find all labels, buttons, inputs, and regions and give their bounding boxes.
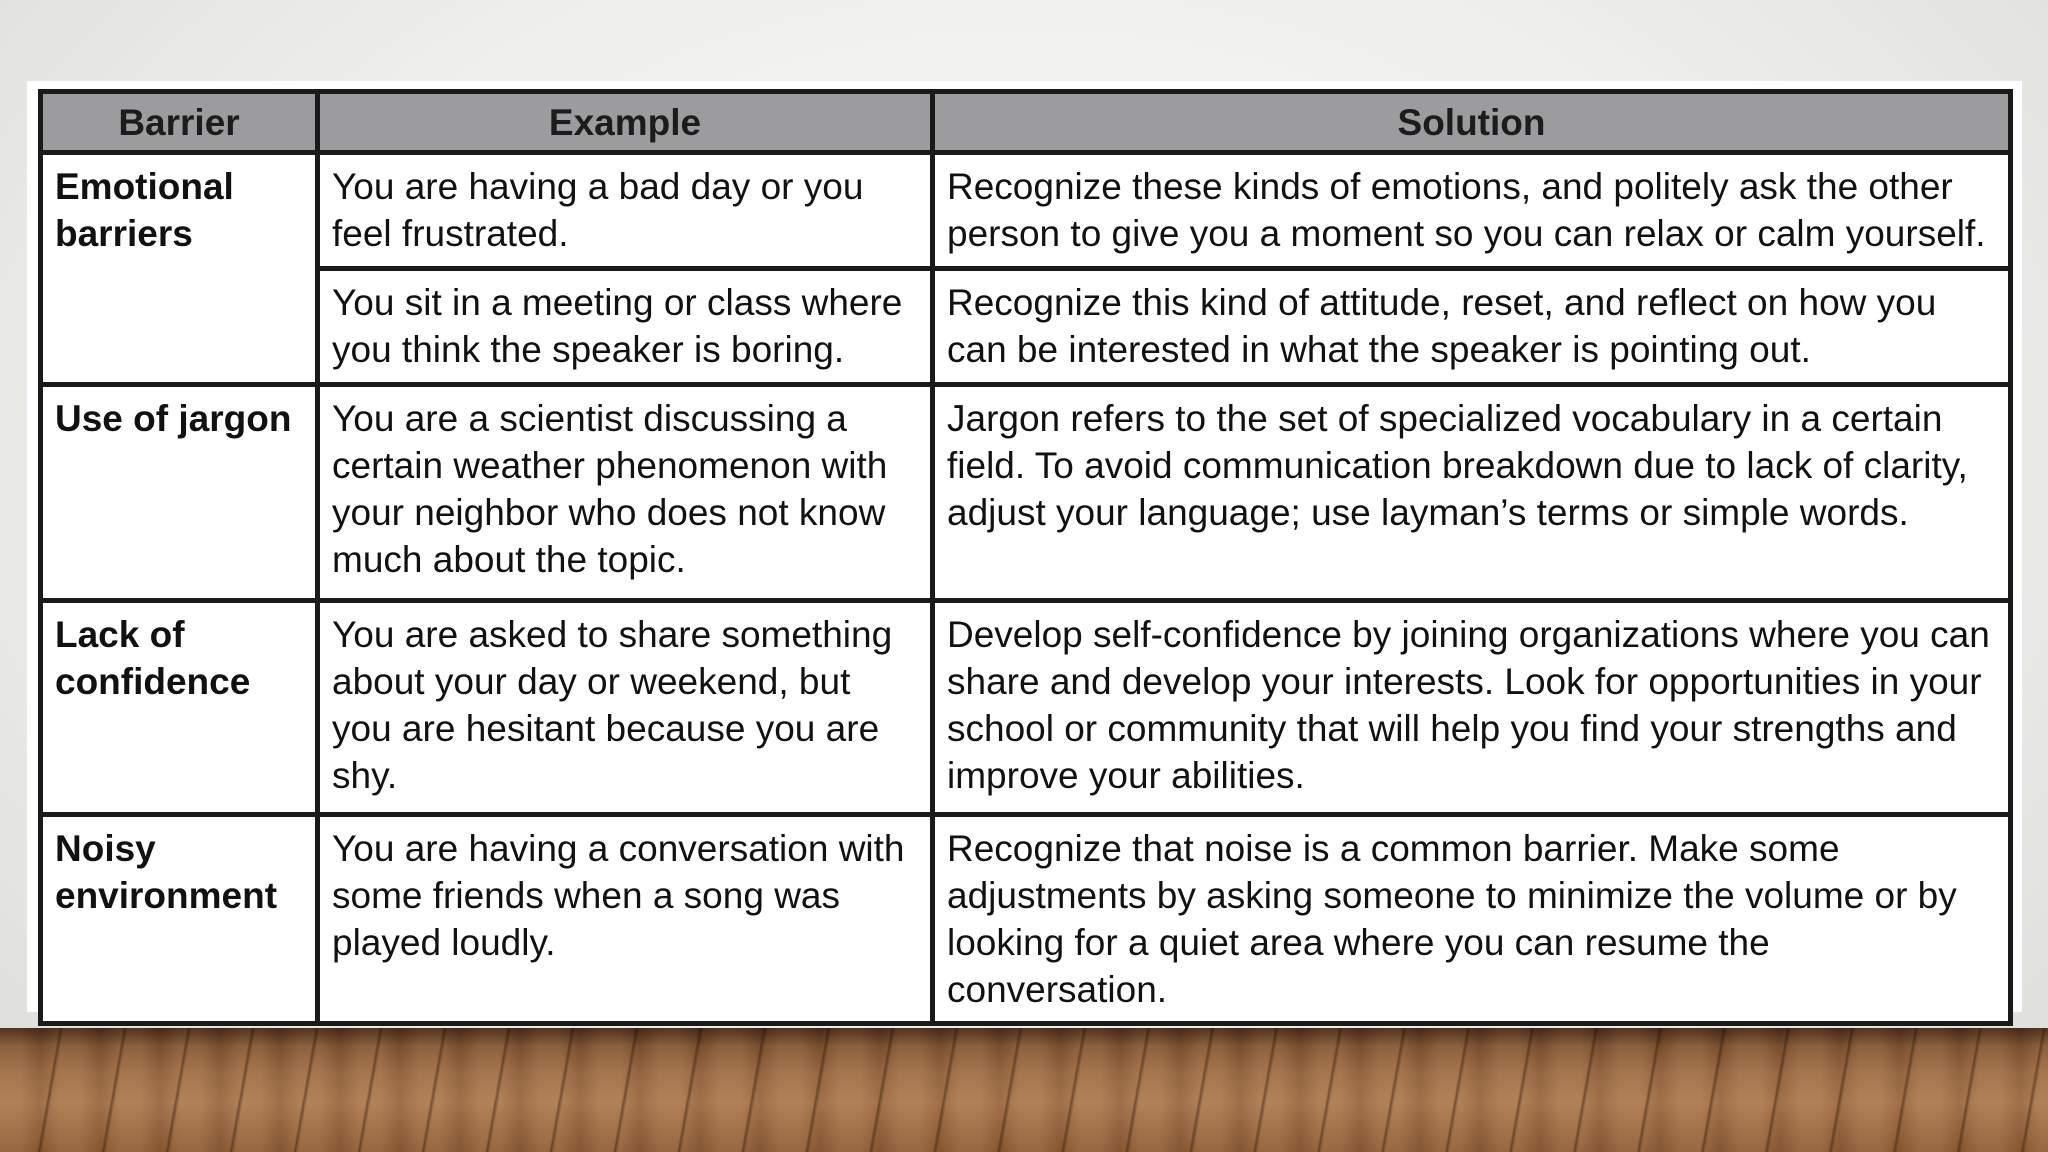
table-header-row bbox=[41, 92, 2011, 153]
table-row bbox=[41, 269, 2011, 385]
solution-cell: Jargon refers to the set of specialized vocabulary in a certain field. To avoid communication breakdown due to lack of clarity, adjust your language; use layman’s terms or simple words. bbox=[933, 385, 2011, 601]
example-cell: You are having a conversation with some friends when a song was played loudly. bbox=[318, 815, 933, 1024]
solution-cell: Recognize this kind of attitude, reset, and reflect on how you can be interested in what the speaker is pointing out. bbox=[933, 269, 2011, 385]
solution-cell: Develop self-confidence by joining organizations where you can share and develop your interests. Look for opportunities in your school or community that will help you find your strengths and improve your abilities. bbox=[933, 601, 2011, 815]
barrier-cell: Use of jargon bbox=[41, 385, 318, 601]
floor-shadow bbox=[0, 1028, 2048, 1046]
barriers-table bbox=[38, 89, 2013, 1026]
example-cell: You sit in a meeting or class where you think the speaker is boring. bbox=[318, 269, 933, 385]
example-cell: You are having a bad day or you feel frustrated. bbox=[318, 153, 933, 269]
example-cell: You are asked to share something about your day or weekend, but you are hesitant because you are shy. bbox=[318, 601, 933, 815]
barrier-cell: Emotional barriers bbox=[41, 153, 318, 385]
barrier-cell: Lack of confidence bbox=[41, 601, 318, 815]
example-cell: You are a scientist discussing a certain weather phenomenon with your neighbor who does not know much about the topic. bbox=[318, 385, 933, 601]
solution-cell: Recognize that noise is a common barrier. Make some adjustments by asking someone to minimize the volume or by looking for a quiet area where you can resume the conversation. bbox=[933, 815, 2011, 1024]
table-row bbox=[41, 601, 2011, 815]
header-solution: Solution bbox=[933, 92, 2011, 153]
wood-floor-image bbox=[0, 1028, 2048, 1152]
header-example: Example bbox=[318, 92, 933, 153]
table-row bbox=[41, 815, 2011, 1024]
solution-cell: Recognize these kinds of emotions, and politely ask the other person to give you a moment so you can relax or calm yourself. bbox=[933, 153, 2011, 269]
header-barrier: Barrier bbox=[41, 92, 318, 153]
table-row bbox=[41, 385, 2011, 601]
table-row bbox=[41, 153, 2011, 269]
barrier-cell: Noisy environment bbox=[41, 815, 318, 1024]
